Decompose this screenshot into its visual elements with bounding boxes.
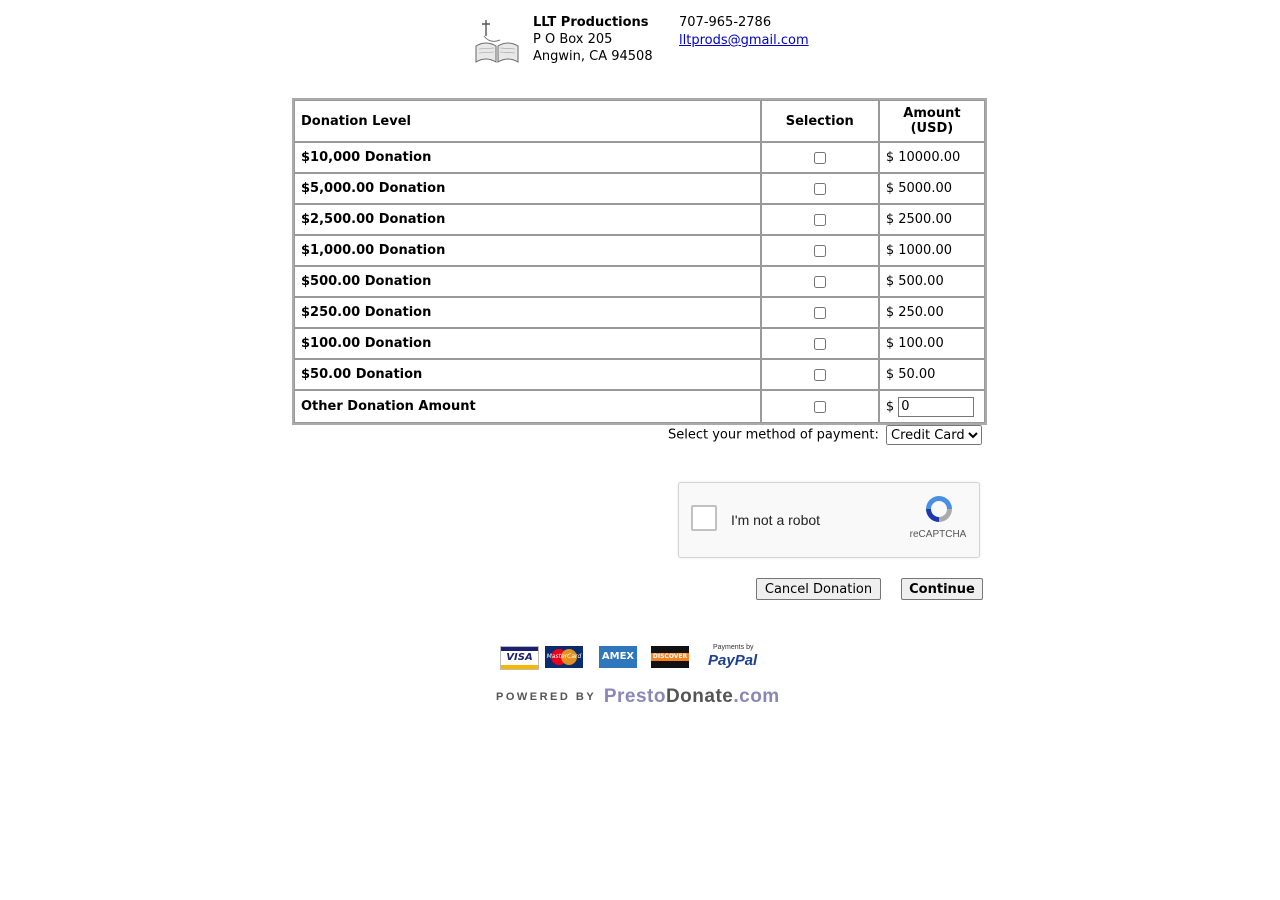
payment-method-label: Select your method of payment: [667, 427, 879, 443]
other-currency-symbol: $ [885, 399, 895, 414]
header-amount-currency: (USD) [910, 121, 954, 136]
donation-table [292, 98, 987, 425]
other-amount-input[interactable] [898, 397, 974, 417]
other-donation-checkbox[interactable] [814, 401, 826, 413]
powered-by-label: POWERED BY [496, 691, 597, 703]
other-donation-label: Other Donation Amount [294, 390, 761, 423]
header-amount-label: Amount [903, 106, 961, 121]
address-line2: Angwin, CA 94508 [533, 49, 653, 64]
address-line1: P O Box 205 [533, 32, 613, 47]
brand-part2: Donate [665, 686, 734, 707]
donation-amount: $ 50.00 [879, 359, 985, 390]
donation-checkbox[interactable] [814, 338, 826, 350]
presto-donate-logo [604, 686, 780, 707]
header-donation-level: Donation Level [294, 100, 761, 142]
continue-button[interactable]: Continue [901, 578, 983, 600]
open-bible-icon [472, 16, 522, 66]
amex-logo [599, 646, 637, 668]
donation-amount: $ 1000.00 [879, 235, 985, 266]
brand-part3: .com [733, 686, 780, 707]
table-row [294, 173, 985, 204]
email-link[interactable]: lltprods@gmail.com [679, 33, 809, 48]
donation-amount: $ 10000.00 [879, 142, 985, 173]
discover-logo [651, 646, 689, 668]
donation-level-label: $250.00 Donation [294, 297, 761, 328]
discover-logo-text: DISCOVER [652, 653, 688, 660]
table-row-other [294, 390, 985, 423]
org-contact [679, 14, 809, 50]
recaptcha-icon [923, 493, 955, 525]
donation-level-label: $50.00 Donation [294, 359, 761, 390]
donation-checkbox[interactable] [814, 214, 826, 226]
donation-checkbox[interactable] [814, 369, 826, 381]
donation-level-label: $500.00 Donation [294, 266, 761, 297]
donation-level-label: $2,500.00 Donation [294, 204, 761, 235]
table-row [294, 142, 985, 173]
table-row [294, 297, 985, 328]
brand-part1: Presto [603, 686, 666, 707]
recaptcha-widget [678, 482, 980, 558]
header-selection: Selection [761, 100, 879, 142]
org-name: LLT Productions [533, 15, 649, 30]
payment-method [668, 425, 982, 445]
recaptcha-checkbox[interactable] [691, 505, 717, 531]
cancel-donation-button[interactable]: Cancel Donation [756, 578, 881, 600]
paypal-text: PayPal [708, 652, 758, 669]
recaptcha-brand: reCAPTCHA [909, 529, 967, 540]
org-address [533, 14, 653, 65]
donation-checkbox[interactable] [814, 276, 826, 288]
payment-method-select[interactable] [886, 425, 982, 445]
header-amount [879, 100, 985, 142]
donation-level-label: $10,000 Donation [294, 142, 761, 173]
table-row [294, 359, 985, 390]
visa-logo-text: VISA [506, 652, 533, 663]
donation-level-label: $1,000.00 Donation [294, 235, 761, 266]
donation-level-label: $100.00 Donation [294, 328, 761, 359]
org-header [472, 12, 832, 72]
donation-amount: $ 5000.00 [879, 173, 985, 204]
phone-number: 707-965-2786 [679, 15, 772, 30]
table-row [294, 235, 985, 266]
powered-by-presto [496, 686, 780, 708]
paypal-logo [708, 644, 778, 670]
donation-checkbox[interactable] [814, 183, 826, 195]
donation-checkbox[interactable] [814, 152, 826, 164]
donation-amount: $ 100.00 [879, 328, 985, 359]
table-row [294, 204, 985, 235]
mastercard-logo [545, 646, 583, 668]
paypal-small-text: Payments by [713, 644, 754, 651]
donation-level-label: $5,000.00 Donation [294, 173, 761, 204]
donation-amount: $ 2500.00 [879, 204, 985, 235]
donation-checkbox[interactable] [814, 245, 826, 257]
mastercard-logo-text: MasterCard [546, 653, 582, 660]
donation-amount: $ 500.00 [879, 266, 985, 297]
table-row [294, 328, 985, 359]
amex-logo-text: AMEX [601, 651, 635, 662]
table-row [294, 266, 985, 297]
donation-checkbox[interactable] [814, 307, 826, 319]
visa-logo [500, 646, 539, 670]
donation-amount: $ 250.00 [879, 297, 985, 328]
recaptcha-label: I'm not a robot [731, 512, 821, 528]
